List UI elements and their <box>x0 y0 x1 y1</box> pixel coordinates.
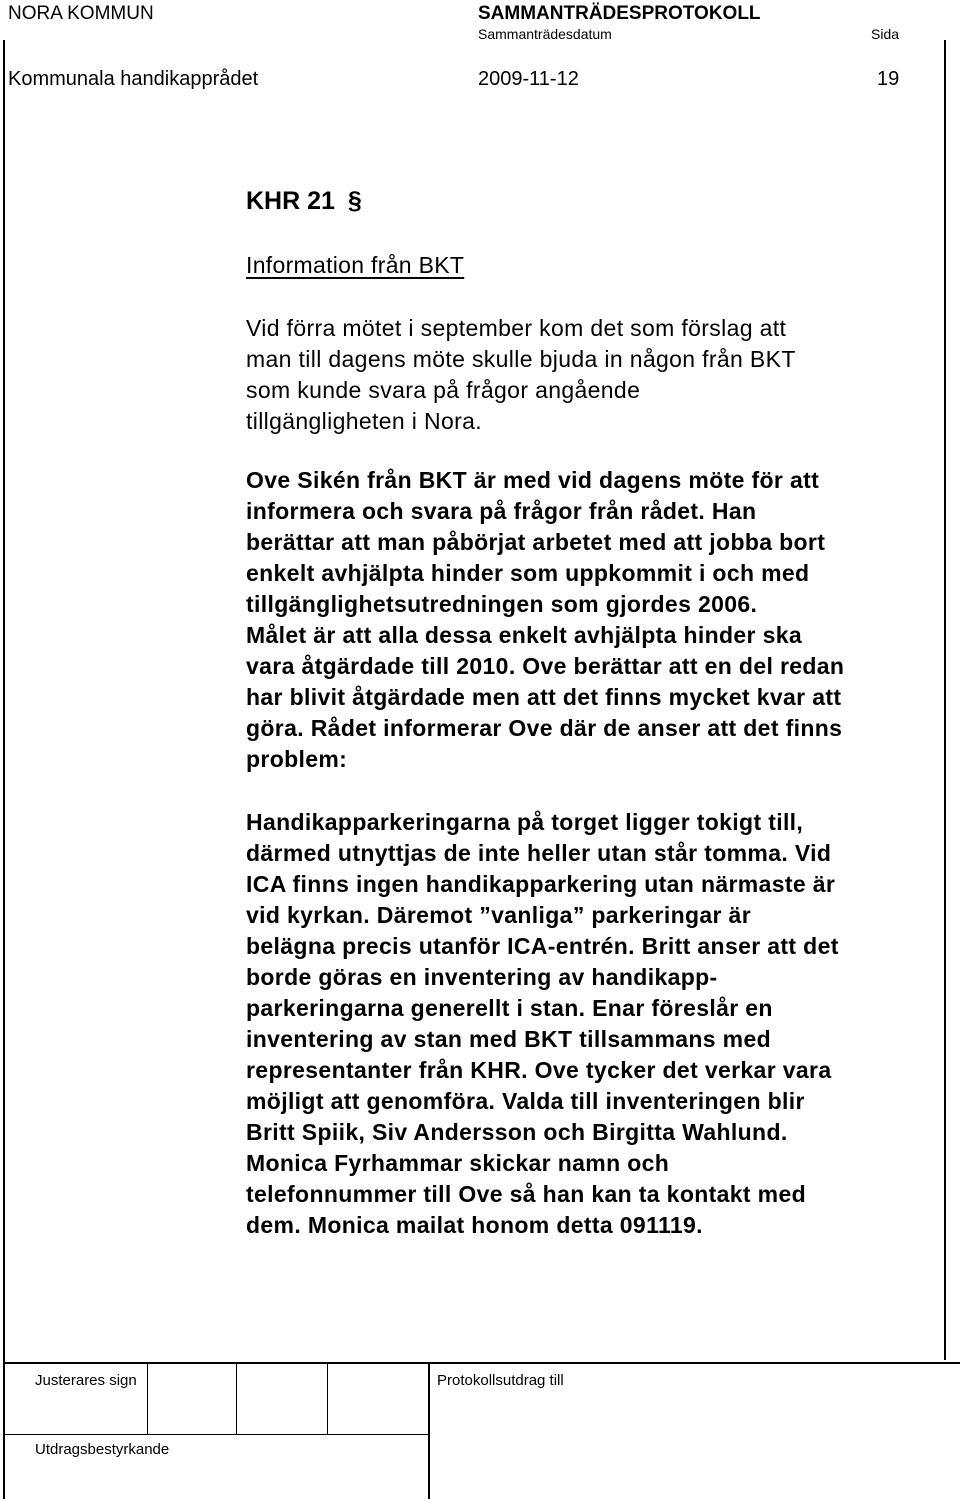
text-line: tillgängligheten i Nora. <box>246 408 482 434</box>
text-line: Målet är att alla dessa enkelt avhjälpta hinder ska <box>246 622 803 648</box>
text-line: borde göras en inventering av handikapp- <box>246 964 718 990</box>
text-line: dem. Monica mailat honom detta 091119. <box>246 1212 703 1238</box>
section-number: KHR 21 <box>246 187 335 215</box>
text-line: belägna precis utanför ICA-entrén. Britt anser att det <box>246 933 839 959</box>
extract-recipients-label: Protokollsutdrag till <box>437 1372 564 1389</box>
signature-label: Justerares sign <box>35 1372 137 1389</box>
text-line: ICA finns ingen handikapparkering utan närmaste är <box>246 871 836 897</box>
text-line: representanter från KHR. Ove tycker det verkar vara <box>246 1057 832 1083</box>
text-line: informera och svara på frågor från rådet. Han <box>246 498 757 524</box>
footer-column-divider <box>428 1362 430 1499</box>
text-line: enkelt avhjälpta hinder som uppkommit i och med <box>246 560 810 586</box>
meeting-date-label: Sammanträdesdatum <box>478 26 612 42</box>
text-line: problem: <box>246 746 348 772</box>
text-line: därmed utnyttjas de inte heller utan står tomma. Vid <box>246 840 832 866</box>
text-line: som kunde svara på frågor angående <box>246 377 641 403</box>
text-line: har blivit åtgärdade men att det finns mycket kvar att <box>246 684 842 710</box>
text-line: berättar att man påbörjat arbetet med att jobba bort <box>246 529 826 555</box>
footer-middle-line <box>3 1434 430 1435</box>
document-type: SAMMANTRÄDESPROTOKOLL <box>478 3 761 24</box>
text-line: Handikapparkeringarna på torget ligger tokigt till, <box>246 809 804 835</box>
paragraph-3 <box>246 807 839 1241</box>
committee-name: Kommunala handikapprådet <box>8 68 259 90</box>
right-margin-line <box>944 40 946 1360</box>
footer-sign-divider <box>147 1362 148 1435</box>
text-line: Britt Spiik, Siv Andersson och Birgitta Wahlund. <box>246 1119 788 1145</box>
footer-sign-divider <box>236 1362 237 1435</box>
paragraph-1 <box>246 313 796 437</box>
text-line: inventering av stan med BKT tillsammans med <box>246 1026 772 1052</box>
text-line: vara åtgärdade till 2010. Ove berättar att en del redan <box>246 653 845 679</box>
paragraph-2 <box>246 465 844 775</box>
text-line: telefonnummer till Ove så han kan ta kontakt med <box>246 1181 806 1207</box>
text-line: Vid förra mötet i september kom det som förslag att <box>246 315 787 341</box>
text-line: vid kyrkan. Däremot ”vanliga” parkeringar är <box>246 902 751 928</box>
footer-sign-divider <box>327 1362 328 1435</box>
text-line: parkeringarna generellt i stan. Enar föreslår en <box>246 995 773 1021</box>
left-margin-line <box>3 40 5 1499</box>
page-label: Sida <box>871 26 900 42</box>
text-line: möjligt att genomföra. Valda till inventeringen blir <box>246 1088 805 1114</box>
text-line: man till dagens möte skulle bjuda in någon från BKT <box>246 346 796 372</box>
text-line: Ove Sikén från BKT är med vid dagens möte för att <box>246 467 820 493</box>
certifier-label: Utdragsbestyrkande <box>35 1441 170 1458</box>
org-name: NORA KOMMUN <box>8 3 154 24</box>
text-line: tillgänglighetsutredningen som gjordes 2006. <box>246 591 758 617</box>
text-line: göra. Rådet informerar Ove där de anser att det finns <box>246 715 843 741</box>
meeting-date: 2009-11-12 <box>478 68 579 90</box>
section-title: Information från BKT <box>246 252 465 278</box>
section-symbol: § <box>347 187 362 215</box>
section-heading <box>246 186 362 216</box>
page-number: 19 <box>877 68 900 90</box>
text-line: Monica Fyrhammar skickar namn och <box>246 1150 670 1176</box>
